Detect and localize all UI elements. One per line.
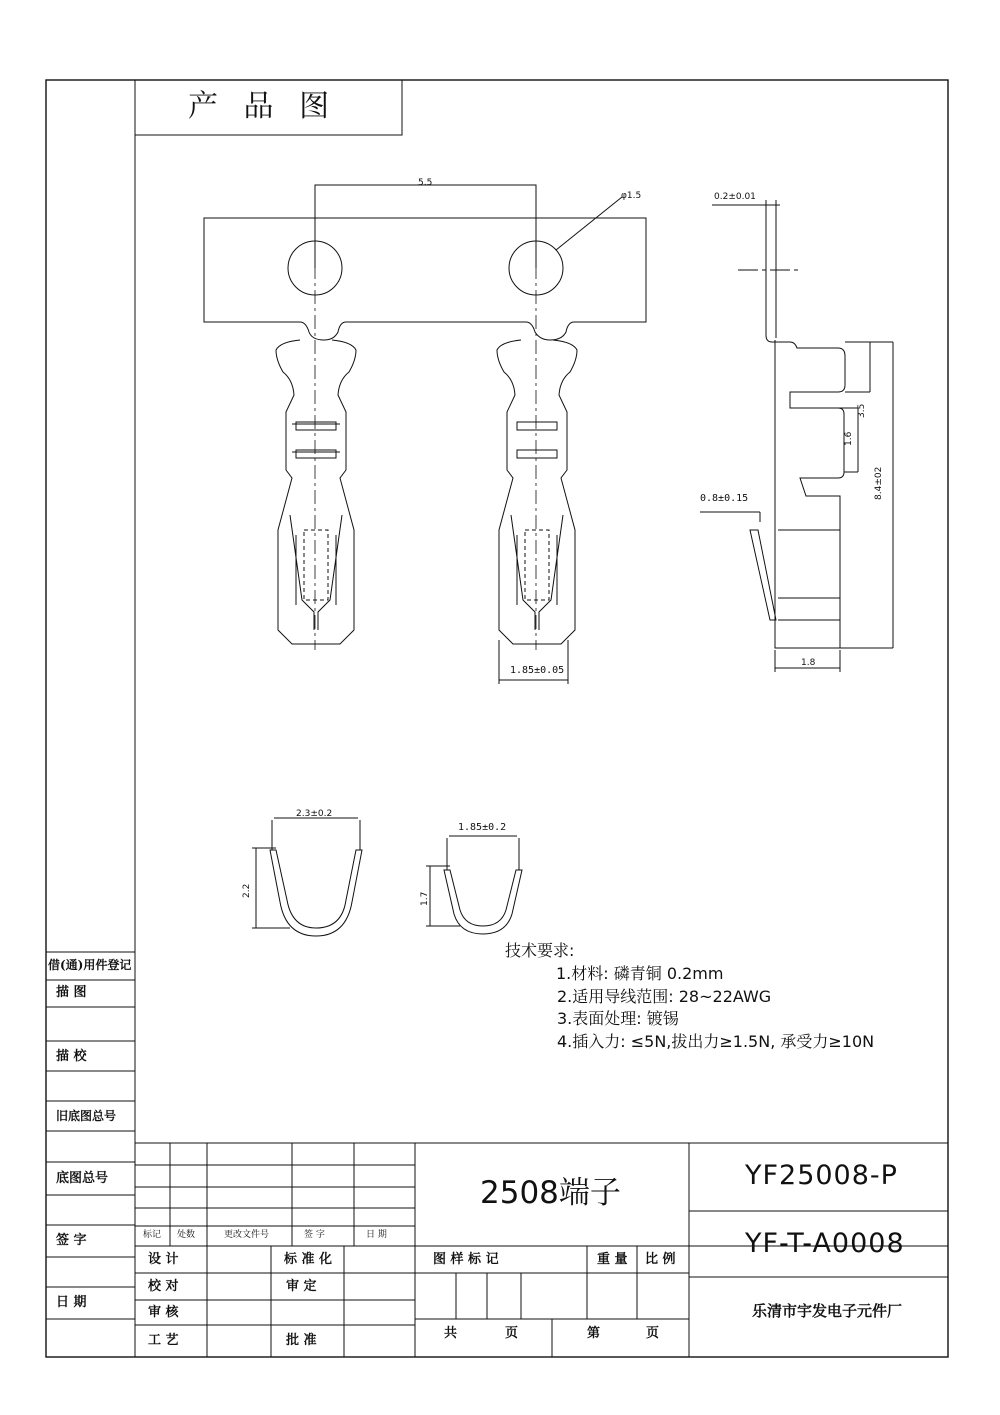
label-old-drawing-no: 旧底图总号 [56,1109,117,1123]
tech-item-3: 3.表面处理: 镀锡 [557,1009,679,1028]
dim-1-6: 1.6 [844,431,854,446]
document-number: YF-T-A0008 [745,1228,905,1259]
label-total-page: 页 [505,1326,519,1341]
label-sheet-page: 页 [646,1326,660,1341]
part-name: 2508端子 [480,1175,621,1211]
label-total: 共 [444,1326,458,1341]
label-approve-fix: 审 定 [286,1279,317,1294]
part-number: YF25008-P [745,1160,898,1191]
dim-thickness: 0.2±0.01 [714,192,756,202]
dim-section2-width: 1.85±0.2 [458,822,507,833]
label-process: 工 艺 [148,1333,179,1348]
dim-width-front: 1.85±0.05 [510,665,565,676]
left-column-lines [46,952,135,1319]
dim-pitch: 5.5 [418,178,433,188]
page-title: 产 品 图 [188,89,338,124]
dim-3-5: 3.5 [857,403,867,418]
tech-heading: 技术要求: [505,941,575,960]
dim-section1-width: 2.3±0.2 [296,809,333,819]
label-drawing-no: 底图总号 [56,1171,109,1186]
label-sample-mark: 图 样 标 记 [433,1252,499,1267]
label-approve: 批 准 [286,1333,317,1348]
rev-header-sign: 签 字 [304,1230,325,1240]
label-trace-check: 描 校 [56,1049,87,1064]
dim-1-8: 1.8 [801,658,816,668]
company-name: 乐清市宇发电子元件厂 [752,1302,903,1320]
label-trace: 描 图 [56,985,87,1000]
label-review: 审 核 [148,1305,179,1320]
tech-item-2: 2.适用导线范围: 28~22AWG [557,987,772,1006]
rev-header-mark: 标记 [143,1230,162,1240]
label-registry: 借(通)用件登记 [48,958,132,972]
label-check: 校 对 [148,1279,179,1294]
front-view [204,185,646,684]
tech-item-4: 4.插入力: ≤5N,拔出力≥1.5N, 承受力≥10N [557,1032,875,1051]
rev-header-count: 处数 [177,1230,196,1240]
dim-hole: φ1.5 [621,191,642,201]
section-views [252,818,522,936]
side-view [700,200,893,672]
label-date: 日 期 [56,1295,87,1310]
dim-section1-height: 2.2 [242,883,252,898]
rev-header-date: 日 期 [366,1230,387,1240]
dim-section2-height: 1.7 [420,891,430,906]
dim-0-8: 0.8±0.15 [700,493,749,504]
label-weight: 重 量 [597,1252,628,1267]
label-sheet: 第 [587,1326,601,1341]
label-standardize: 标 准 化 [284,1252,333,1267]
dim-height-total: 8.4±02 [874,466,884,500]
label-signature: 签 字 [56,1233,87,1248]
label-scale: 比 例 [645,1252,676,1267]
tech-item-1: 1.材料: 磷青铜 0.2mm [556,964,724,983]
label-design: 设 计 [148,1252,179,1267]
rev-header-docno: 更改文件号 [224,1230,270,1240]
